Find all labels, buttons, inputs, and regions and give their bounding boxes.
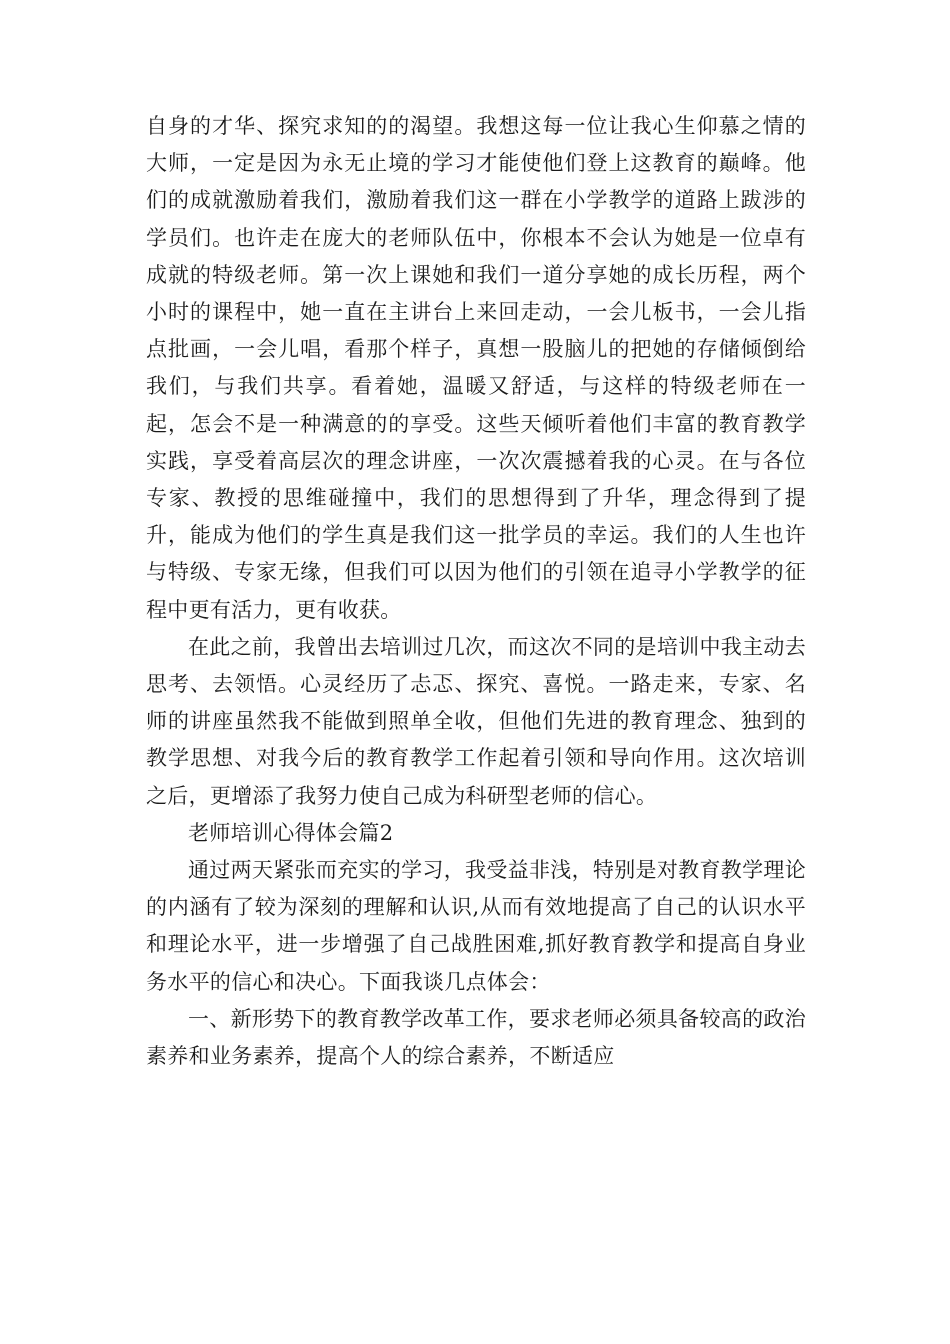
section-heading: 老师培训心得体会篇2: [188, 820, 394, 845]
paragraph-1: 自身的才华、探究求知的的渴望。我想这每一位让我心生仰慕之情的大师，一定是因为永无止境的学习才能使他们登上这教育的巅峰。他们的成就激励着我们，激励着我们这一群在小学教学的道路上跋涉的学员们。也许走在庞大的老师队伍中，你根本不会认为她是一位卓有成就的特级老师。第一次上课她和我们一道分享她的成长历程，两个小时的课程中，她一直在主讲台上来回走动，一会儿板书，一会儿指点批画，一会儿唱，看那个样子，真想一股脑儿的把她的存储倾倒给我们，与我们共享。看着她，温暖又舒适，与这样的特级老师在一起，怎会不是一种满意的的享受。这些天倾听着他们丰富的教育教学实践，享受着高层次的理念讲座，一次次震撼着我的心灵。在与各位专家、教授的思维碰撞中，我们的思想得到了升华，理念得到了提升，能成为他们的学生真是我们这一批学员的幸运。我们的人生也许与特级、专家无缘，但我们可以因为他们的引领在追寻小学教学的征程中更有活力，更有收获。: [146, 114, 806, 622]
document-page: [146, 108, 806, 1075]
paragraph-2: 在此之前，我曾出去培训过几次，而这次不同的是培训中我主动去思考、去领悟。心灵经历了忐忑、探究、喜悦。一路走来，专家、名师的讲座虽然我不能做到照单全收，但他们先进的教育理念、独到的教学思想、对我今后的教育教学工作起着引领和导向作用。这次培训之后，更增添了我努力使自己成为科研型老师的信心。: [146, 634, 806, 808]
paragraph-3: 通过两天紧张而充实的学习，我受益非浅，特别是对教育教学理论的内涵有了较为深刻的理解和认识,从而有效地提高了自己的认识水平和理论水平，进一步增强了自己战胜困难,抓好教育教学和提高自身业务水平的信心和决心。下面我谈几点体会：: [146, 858, 806, 994]
paragraph-4: 一、新形势下的教育教学改革工作，要求老师必须具备较高的政治素养和业务素养，提高个人的综合素养，不断适应: [146, 1006, 806, 1069]
